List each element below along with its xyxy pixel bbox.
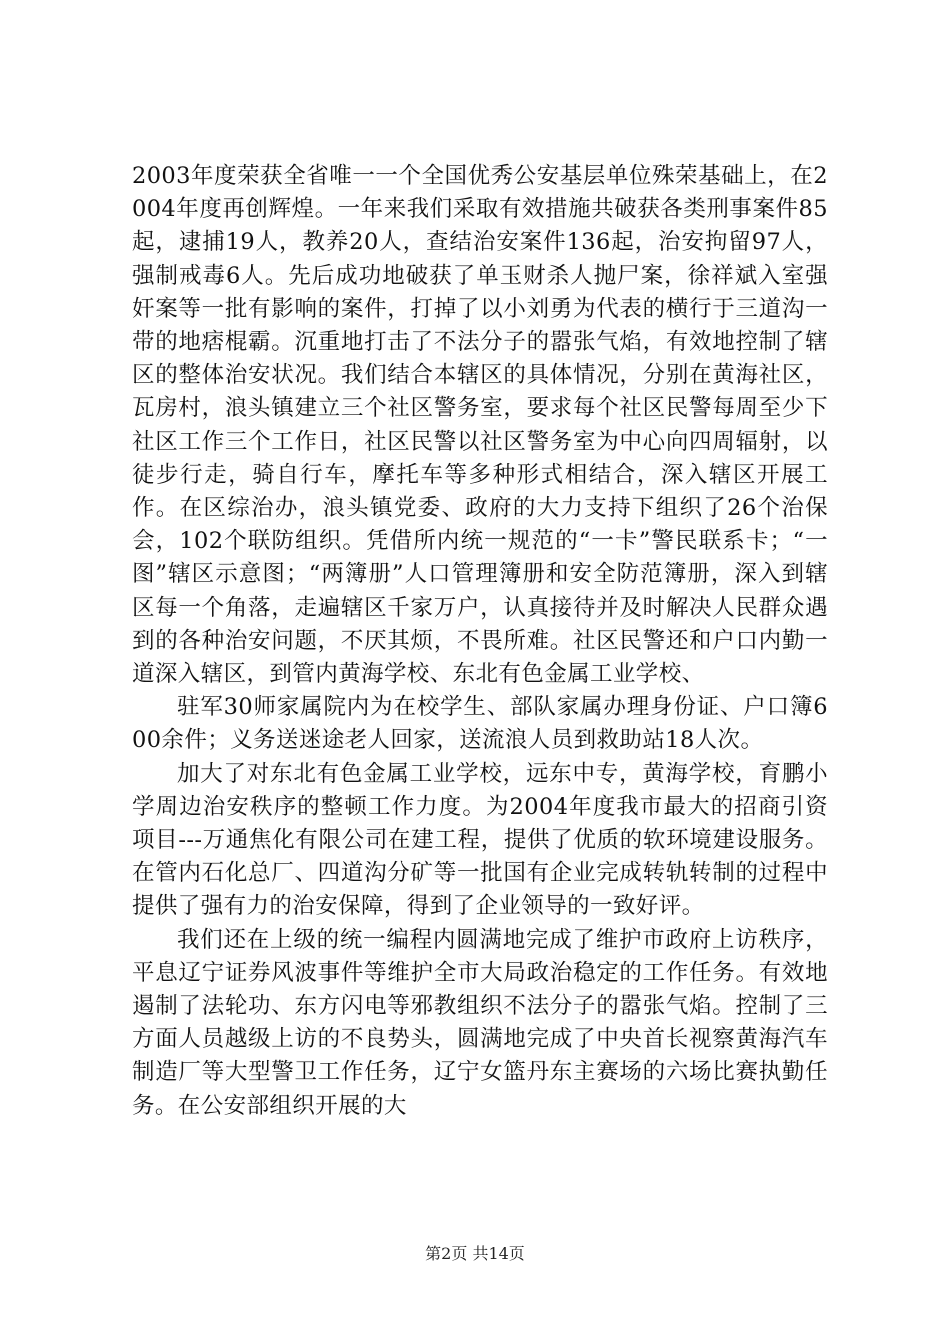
body-text bbox=[132, 160, 828, 1123]
page-number-footer: 第2页 共14页 bbox=[425, 1244, 525, 1263]
paragraph-2: 驻军30师家属院内为在校学生、部队家属办理身份证、户口簿600余件；义务送迷途老人回家，送流浪人员到救助站18人次。 bbox=[132, 694, 828, 754]
paragraph-4: 我们还在上级的统一编程内圆满地完成了维护市政府上访秩序，平息辽宁证券风波事件等维护全市大局政治稳定的工作任务。有效地遏制了法轮功、东方闪电等邪教组织不法分子的嚣张气焰。控制了三方面人员越级上访的不良势头，圆满地完成了中央首长视察黄海汽车制造厂等大型警卫工作任务，辽宁女篮丹东主赛场的六场比赛执勤任务。在公安部组织开展的大 bbox=[132, 926, 828, 1119]
paragraph-3: 加大了对东北有色金属工业学校，远东中专，黄海学校，育鹏小学周边治安秩序的整顿工作力度。为2004年度我市最大的招商引资项目---万通焦化有限公司在建工程，提供了优质的软环境建设服务。在管内石化总厂、四道沟分矿等一批国有企业完成转轨转制的过程中提供了强有力的治安保障，得到了企业领导的一致好评。 bbox=[132, 760, 828, 920]
paragraph-1: 2003年度荣获全省唯一一个全国优秀公安基层单位殊荣基础上，在2004年度再创辉煌。一年来我们采取有效措施共破获各类刑事案件85起，逮捕19人，教养20人，查结治安案件136起，治安拘留97人，强制戒毒6人。先后成功地破获了单玉财杀人抛尸案，徐祥斌入室强奸案等一批有影响的案件，打掉了以小刘勇为代表的横行于三道沟一带的地痞棍霸。沉重地打击了不法分子的嚣张气焰，有效地控制了辖区的整体治安状况。我们结合本辖区的具体情况，分别在黄海社区，瓦房村，浪头镇建立三个社区警务室，要求每个社区民警每周至少下社区工作三个工作日，社区民警以社区警务室为中心向四周辐射，以徒步行走，骑自行车，摩托车等多种形式相结合，深入辖区开展工作。在区综治办，浪头镇党委、政府的大力支持下组织了26个治保会，102个联防组织。凭借所内统一规范的“一卡”警民联系卡；“一图”辖区示意图；“两簿册”人口管理簿册和安全防范簿册，深入到辖区每一个角落，走遍辖区千家万户，认真接待并及时解决人民群众遇到的各种治安问题，不厌其烦，不畏所难。社区民警还和户口内勤一道深入辖区，到管内黄海学校、东北有色金属工业学校、 bbox=[132, 163, 828, 688]
